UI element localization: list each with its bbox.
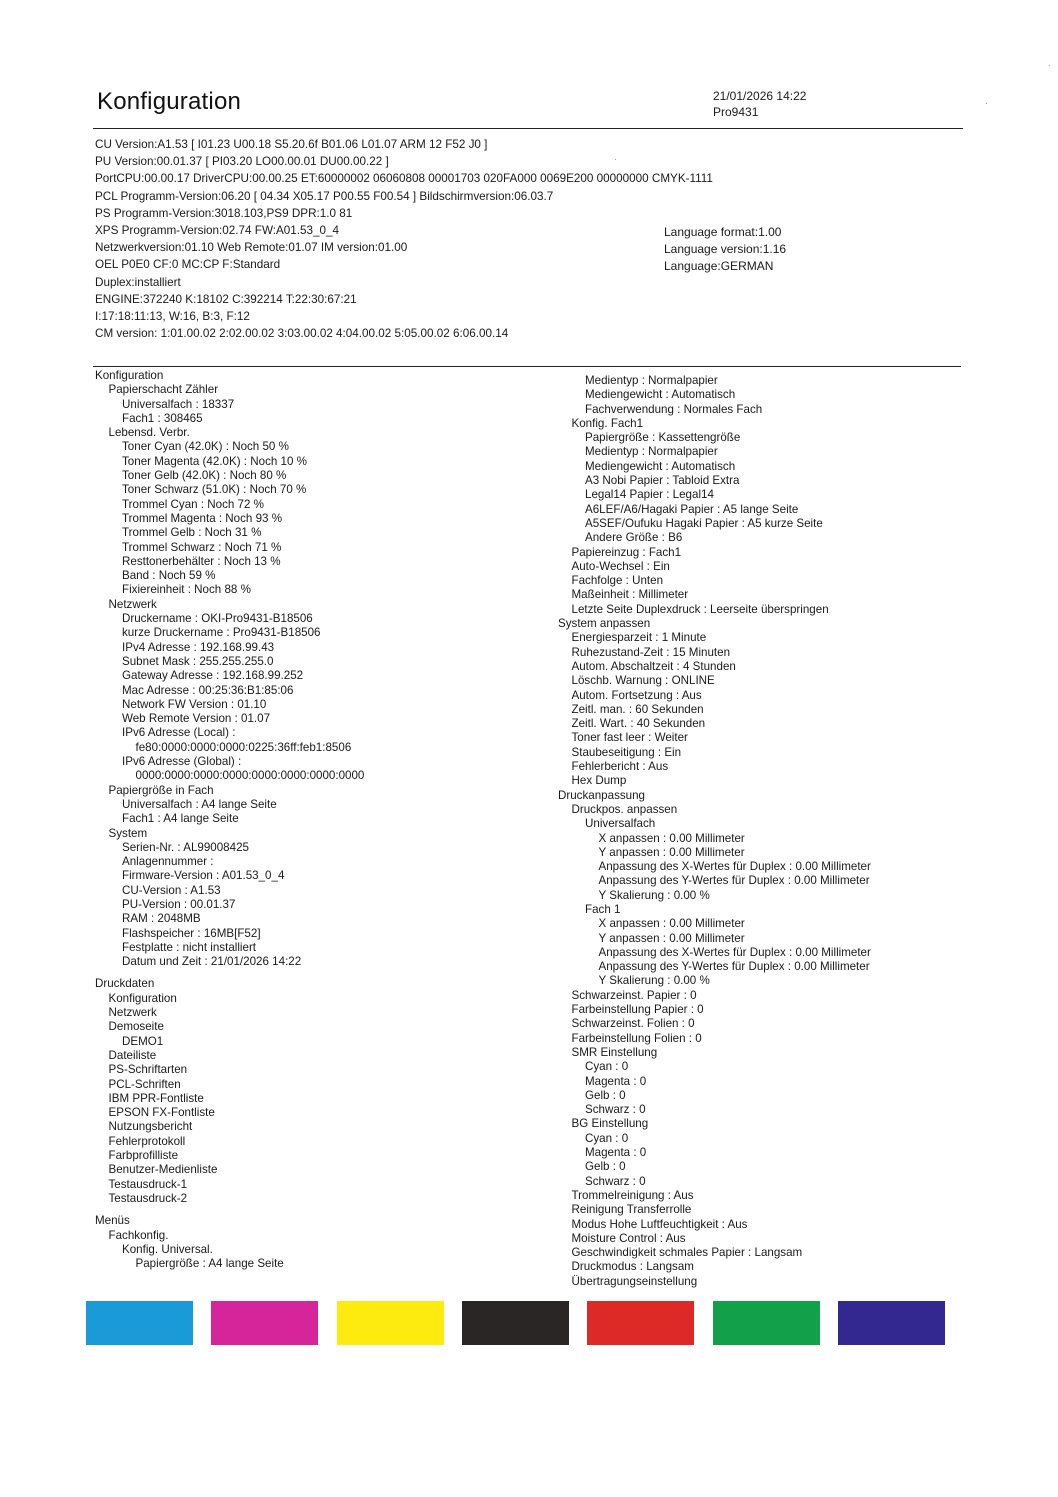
config-line: Testausdruck-1	[108, 1177, 188, 1191]
config-line: Network FW Version : 01.10	[122, 697, 267, 711]
config-line: CU-Version : A1.53	[122, 883, 221, 897]
config-line: Menüs	[95, 1214, 130, 1228]
scan-speck: .	[614, 152, 617, 163]
config-line: IPv6 Adresse (Local) :	[122, 726, 236, 740]
config-line: Konfig. Fach1	[571, 416, 644, 430]
config-tree-left-column	[95, 369, 545, 1271]
language-info-block	[664, 224, 786, 275]
config-line: Toner Gelb (42.0K) : Noch 80 %	[122, 469, 287, 483]
config-line: Druckpos. anpassen	[571, 802, 678, 816]
config-line: Ruhezustand-Zeit : 15 Minuten	[571, 645, 731, 659]
config-line: Universalfach : 18337	[122, 397, 235, 411]
config-line: kurze Druckername : Pro9431-B18506	[122, 626, 321, 640]
printer-model: Pro9431	[713, 105, 759, 119]
config-line: Magenta : 0	[585, 1074, 647, 1088]
config-line: Fachfolge : Unten	[571, 574, 664, 588]
config-line: Gateway Adresse : 192.168.99.252	[122, 669, 304, 683]
config-line: Zeitl. Wart. : 40 Sekunden	[571, 717, 706, 731]
config-line: X anpassen : 0.00 Millimeter	[598, 831, 745, 845]
config-line: Netzwerk	[108, 1006, 157, 1020]
config-line: Y Skalierung : 0.00 %	[598, 974, 710, 988]
config-line: Löschb. Warnung : ONLINE	[571, 674, 715, 688]
config-line: Letzte Seite Duplexdruck : Leerseite überspringen	[571, 602, 829, 616]
config-line: Fach1 : 308465	[122, 411, 203, 425]
config-line: Trommel Magenta : Noch 93 %	[122, 511, 283, 525]
config-line: System anpassen	[558, 617, 651, 631]
config-line: Fach1 : A4 lange Seite	[122, 812, 239, 826]
config-tree-right-column	[558, 374, 998, 1289]
config-line: System	[108, 826, 148, 840]
config-line: 0000:0000:0000:0000:0000:0000:0000:0000	[135, 769, 365, 783]
config-line: Autom. Abschaltzeit : 4 Stunden	[571, 659, 736, 673]
info-line: PCL Programm-Version:06.20 [ 04.34 X05.17 P00.55 F00.54 ] Bildschirmversion:06.03.7	[95, 189, 554, 203]
config-line: Farbeinstellung Papier : 0	[571, 1003, 704, 1017]
config-line: Toner Cyan (42.0K) : Noch 50 %	[122, 440, 289, 454]
config-line: Papiergröße in Fach	[108, 783, 214, 797]
config-line: Anlagennummer :	[122, 855, 214, 869]
config-line: X anpassen : 0.00 Millimeter	[598, 917, 745, 931]
config-line: Toner fast leer : Weiter	[571, 731, 688, 745]
config-line: Medientyp : Normalpapier	[585, 445, 718, 459]
config-line: Mac Adresse : 00:25:36:B1:85:06	[122, 683, 294, 697]
language-line: Language format:1.00	[664, 225, 782, 239]
config-line: IPv4 Adresse : 192.168.99.43	[122, 640, 275, 654]
info-line: CM version: 1:01.00.02 2:02.00.02 3:03.00.02 4:04.00.02 5:05.00.02 6:06.00.14	[95, 327, 509, 341]
print-datetime: 21/01/2026 14:22	[713, 89, 807, 103]
config-line: Anpassung des Y-Wertes für Duplex : 0.00 Millimeter	[598, 874, 870, 888]
config-line: Schwarzeinst. Folien : 0	[571, 1017, 695, 1031]
config-line: Firmware-Version : A01.53_0_4	[122, 869, 285, 883]
config-line: Cyan : 0	[585, 1060, 629, 1074]
config-line: Fehlerbericht : Aus	[571, 760, 669, 774]
config-line: SMR Einstellung	[571, 1045, 658, 1059]
config-line: Fehlerprotokoll	[108, 1134, 186, 1148]
config-line: Netzwerk	[108, 597, 157, 611]
config-line: Autom. Fortsetzung : Aus	[571, 688, 702, 702]
config-line: Anpassung des X-Wertes für Duplex : 0.00 Millimeter	[598, 945, 871, 959]
info-line: PS Programm-Version:3018.103,PS9 DPR:1.0 81	[95, 206, 353, 220]
config-line: PU-Version : 00.01.37	[122, 897, 236, 911]
config-line: Hex Dump	[571, 774, 627, 788]
config-line: Fachkonfig.	[108, 1228, 169, 1242]
config-line: Konfiguration	[95, 369, 164, 382]
config-line: Schwarzeinst. Papier : 0	[571, 988, 697, 1002]
config-line: Universalfach : A4 lange Seite	[122, 797, 277, 811]
config-line: Cyan : 0	[585, 1131, 629, 1145]
config-line: Maßeinheit : Millimeter	[571, 588, 689, 602]
config-line: Mediengewicht : Automatisch	[585, 459, 736, 473]
config-line: Trommelreinigung : Aus	[571, 1188, 694, 1202]
config-line: PCL-Schriften	[108, 1077, 181, 1091]
swatch-cyan	[86, 1301, 193, 1345]
config-line: Papiergröße : Kassettengröße	[585, 431, 741, 445]
info-line: PortCPU:00.00.17 DriverCPU:00.00.25 ET:60000002 06060808 00001703 020FA000 0069E200 00000000 CMYK-1111	[95, 172, 713, 186]
info-line: Duplex:installiert	[95, 275, 181, 289]
config-line: Farbprofilliste	[108, 1149, 179, 1163]
config-line: Druckmodus : Langsam	[571, 1260, 694, 1274]
config-line: A3 Nobi Papier : Tabloid Extra	[585, 474, 740, 488]
config-line: Druckanpassung	[558, 788, 646, 802]
info-line: I:17:18:11:13, W:16, B:3, F:12	[95, 310, 250, 324]
config-line: Papiergröße : A4 lange Seite	[135, 1257, 284, 1271]
config-line: Auto-Wechsel : Ein	[571, 559, 670, 573]
swatch-black	[462, 1301, 569, 1345]
config-line: IPv6 Adresse (Global) :	[122, 755, 242, 769]
config-line: fe80:0000:0000:0000:0225:36ff:feb1:8506	[135, 740, 352, 754]
config-line: A5SEF/Oufuku Hagaki Papier : A5 kurze Seite	[585, 516, 823, 530]
swatch-red	[587, 1301, 694, 1345]
config-line: Benutzer-Medienliste	[108, 1163, 218, 1177]
config-line: Anpassung des X-Wertes für Duplex : 0.00 Millimeter	[598, 860, 871, 874]
config-line: Nutzungsbericht	[108, 1120, 193, 1134]
config-line: Fachverwendung : Normales Fach	[585, 402, 763, 416]
info-line: Netzwerkversion:01.10 Web Remote:01.07 IM version:01.00	[95, 241, 408, 255]
config-line: Y anpassen : 0.00 Millimeter	[598, 845, 745, 859]
info-line: ENGINE:372240 K:18102 C:392214 T:22:30:67:21	[95, 292, 357, 306]
config-line: Moisture Control : Aus	[571, 1231, 686, 1245]
info-line: PU Version:00.01.37 [ PI03.20 LO00.00.01 DU00.00.22 ]	[95, 155, 389, 169]
config-line: Modus Hohe Luftfeuchtigkeit : Aus	[571, 1217, 748, 1231]
swatch-magenta	[211, 1301, 318, 1345]
config-line: Toner Schwarz (51.0K) : Noch 70 %	[122, 483, 307, 497]
swatch-blue	[838, 1301, 945, 1345]
config-line: Band : Noch 59 %	[122, 569, 216, 583]
config-line: Gelb : 0	[585, 1160, 626, 1174]
config-line: Dateiliste	[108, 1048, 157, 1062]
config-line: BG Einstellung	[571, 1117, 649, 1131]
config-line: Konfiguration	[108, 991, 177, 1005]
config-line: Datum und Zeit : 21/01/2026 14:22	[122, 955, 302, 969]
info-line: OEL P0E0 CF:0 MC:CP F:Standard	[95, 258, 281, 272]
config-line: Testausdruck-2	[108, 1191, 188, 1205]
config-line: EPSON FX-Fontliste	[108, 1106, 215, 1120]
config-line: DEMO1	[122, 1034, 164, 1048]
config-line: Magenta : 0	[585, 1146, 647, 1160]
version-info-block	[95, 136, 713, 342]
config-line: Trommel Cyan : Noch 72 %	[122, 497, 264, 511]
config-line: Druckername : OKI-Pro9431-B18506	[122, 612, 313, 626]
config-line: Demoseite	[108, 1020, 164, 1034]
config-line: Reinigung Transferrolle	[571, 1203, 692, 1217]
config-line: Y anpassen : 0.00 Millimeter	[598, 931, 745, 945]
info-line: XPS Programm-Version:02.74 FW:A01.53_0_4	[95, 224, 340, 238]
config-line: A6LEF/A6/Hagaki Papier : A5 lange Seite	[585, 502, 799, 516]
section-divider	[93, 366, 961, 367]
config-line: Papiereinzug : Fach1	[571, 545, 682, 559]
swatch-green	[713, 1301, 820, 1345]
scan-speck: .	[1048, 58, 1051, 69]
scan-speck: .	[985, 96, 988, 107]
header-divider	[93, 128, 963, 129]
config-line: Mediengewicht : Automatisch	[585, 388, 736, 402]
page-title: Konfiguration	[97, 88, 242, 115]
config-line: Festplatte : nicht installiert	[122, 940, 257, 954]
config-line: PS-Schriftarten	[108, 1063, 188, 1077]
language-line: Language version:1.16	[664, 242, 787, 256]
config-line: Andere Größe : B6	[585, 531, 683, 545]
config-line: Staubeseitigung : Ein	[571, 745, 682, 759]
config-line: Papierschacht Zähler	[108, 383, 219, 397]
config-line: Web Remote Version : 01.07	[122, 712, 271, 726]
config-line: Fach 1	[585, 902, 621, 916]
config-line: RAM : 2048MB	[122, 912, 201, 926]
config-line: Lebensd. Verbr.	[108, 426, 190, 440]
config-line: Medientyp : Normalpapier	[585, 374, 718, 387]
config-line: Farbeinstellung Folien : 0	[571, 1031, 702, 1045]
config-line: Y Skalierung : 0.00 %	[598, 888, 710, 902]
config-line: Serien-Nr. : AL99008425	[122, 840, 249, 854]
config-line: Schwarz : 0	[585, 1103, 646, 1117]
info-line: CU Version:A1.53 [ I01.23 U00.18 S5.20.6f B01.06 L01.07 ARM 12 F52 J0 ]	[95, 138, 488, 151]
config-line: IBM PPR-Fontliste	[108, 1091, 204, 1105]
section-gap	[95, 969, 545, 977]
section-gap	[95, 1206, 545, 1214]
config-line: Legal14 Papier : Legal14	[585, 488, 714, 502]
config-line: Toner Magenta (42.0K) : Noch 10 %	[122, 454, 307, 468]
header-stamp	[713, 88, 806, 120]
config-line: Gelb : 0	[585, 1088, 626, 1102]
config-line: Trommel Schwarz : Noch 71 %	[122, 540, 282, 554]
config-line: Fixiereinheit : Noch 88 %	[122, 583, 251, 597]
config-line: Flashspeicher : 16MB[F52]	[122, 926, 261, 940]
config-line: Resttonerbehälter : Noch 13 %	[122, 554, 281, 568]
config-line: Energiesparzeit : 1 Minute	[571, 631, 707, 645]
config-line: Zeitl. man. : 60 Sekunden	[571, 702, 704, 716]
config-line: Konfig. Universal.	[122, 1242, 213, 1256]
config-line: Universalfach	[585, 817, 656, 831]
config-line: Geschwindigkeit schmales Papier : Langsam	[571, 1246, 803, 1260]
config-line: Druckdaten	[95, 977, 155, 991]
language-line: Language:GERMAN	[664, 259, 774, 273]
config-line: Subnet Mask : 255.255.255.0	[122, 654, 274, 668]
config-line: Trommel Gelb : Noch 31 %	[122, 526, 262, 540]
config-line: Anpassung des Y-Wertes für Duplex : 0.00 Millimeter	[598, 960, 870, 974]
config-line: Übertragungseinstellung	[571, 1274, 698, 1288]
config-line: Schwarz : 0	[585, 1174, 646, 1188]
swatch-yellow	[337, 1301, 444, 1345]
